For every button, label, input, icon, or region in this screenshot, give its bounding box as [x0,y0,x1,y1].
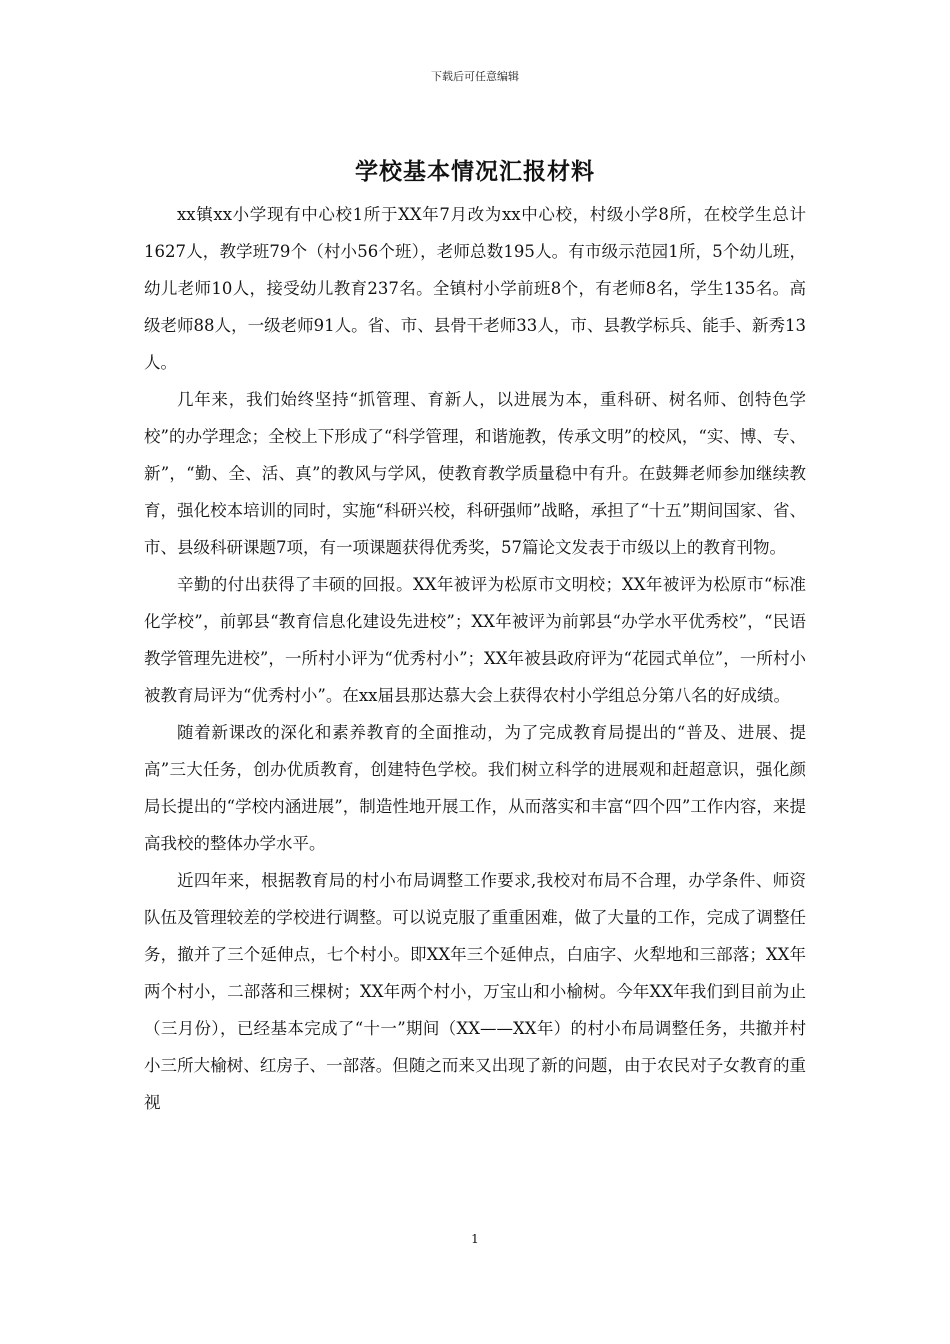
document-title: 学校基本情况汇报材料 [355,158,595,185]
page-number: 1 [471,1232,479,1246]
header-note: 下载后可任意编辑 [431,70,519,83]
document-body [144,196,806,1121]
paragraph: 近四年来，根据教育局的村小布局调整工作要求,我校对布局不合理，办学条件、师资队伍及管理较差的学校进行调整。可以说克服了重重困难，做了大量的工作，完成了调整任务，撤并了三个延伸点，七个村小。即XX年三个延伸点，白庙字、火犁地和三部落；XX年两个村小，二部落和三棵树；XX年两个村小，万宝山和小榆树。今年XX年我们到目前为止（三月份），已经基本完成了“十一”期间（XX——XX年）的村小布局调整任务，共撤并村小三所大榆树、红房子、一部落。但随之而来又出现了新的问题，由于农民对子女教育的重视 [144,871,806,1112]
paragraph: 几年来，我们始终坚持“抓管理、育新人，以进展为本，重科研、树名师、创特色学校”的办学理念；全校上下形成了“科学管理，和谐施教，传承文明”的校风，“实、博、专、新”，“勤、全、活、真”的教风与学风，使教育教学质量稳中有升。在鼓舞老师参加继续教育，强化校本培训的同时，实施“科研兴校，科研强师”战略，承担了“十五”期间国家、省、市、县级科研课题7项，有一项课题获得优秀奖，57篇论文发表于市级以上的教育刊物。 [144,390,806,557]
paragraph: xx镇xx小学现有中心校1所于XX年7月改为xx中心校，村级小学8所，在校学生总计1627人，教学班79个（村小56个班），老师总数195人。有市级示范园1所，5个幼儿班，幼儿老师10人，接受幼儿教育237名。全镇村小学前班8个，有老师8名，学生135名。高级老师88人，一级老师91人。省、市、县骨干老师33人，市、县教学标兵、能手、新秀13人。 [144,205,806,372]
paragraph: 辛勤的付出获得了丰硕的回报。XX年被评为松原市文明校；XX年被评为松原市“标准化学校”，前郭县“教育信息化建设先进校”；XX年被评为前郭县“办学水平优秀校”，“民语教学管理先进校”，一所村小评为“优秀村小”；XX年被县政府评为“花园式单位”，一所村小被教育局评为“优秀村小”。在xx届县那达慕大会上获得农村小学组总分第八名的好成绩。 [144,575,806,705]
paragraph: 随着新课改的深化和素养教育的全面推动，为了完成教育局提出的“普及、进展、提高”三大任务，创办优质教育，创建特色学校。我们树立科学的进展观和赶超意识，强化颜局长提出的“学校内涵进展”，制造性地开展工作，从而落实和丰富“四个四”工作内容，来提高我校的整体办学水平。 [144,723,806,853]
